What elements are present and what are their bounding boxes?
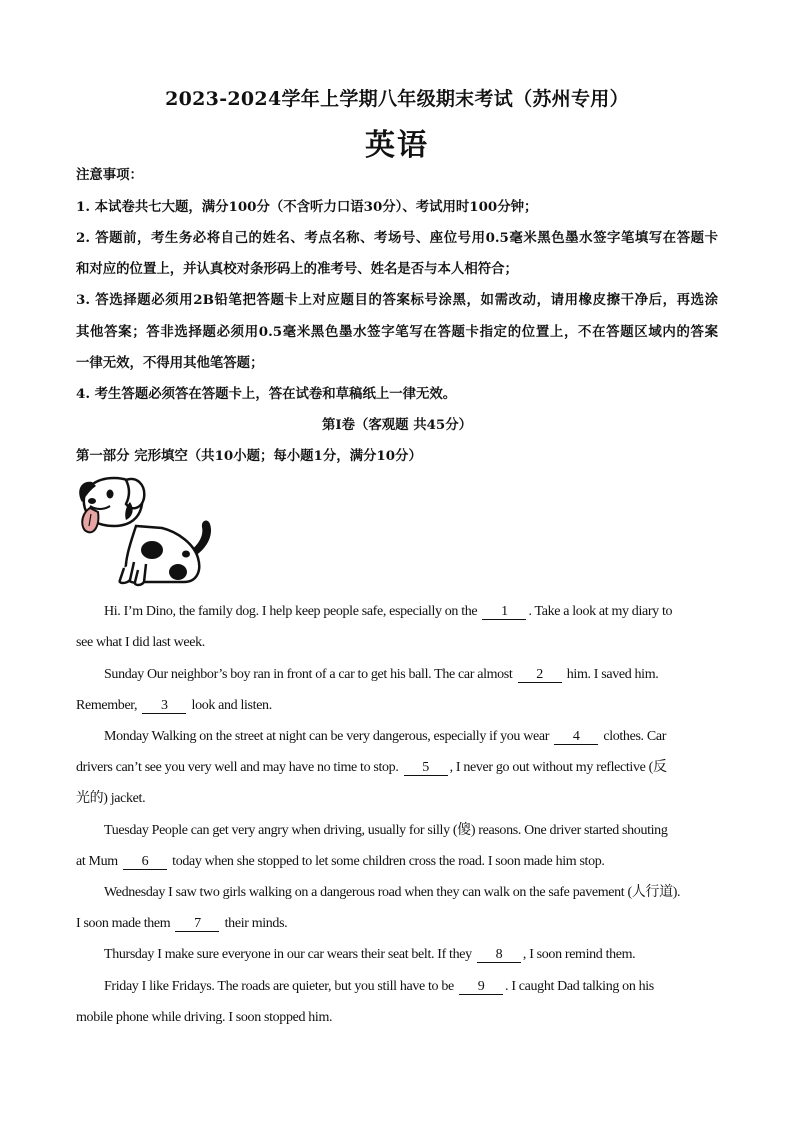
- passage-line-14: mobile phone while driving. I soon stopped him.: [76, 1010, 333, 1025]
- answer-blank-5: 5: [404, 760, 448, 776]
- passage-text: him. I saved him.: [563, 667, 659, 682]
- passage-line-6: [76, 758, 718, 778]
- passage-text: Sunday Our neighbor’s boy ran in front of a car to get his ball. The car almost: [104, 667, 516, 682]
- passage-line-3: [104, 665, 718, 685]
- subject-title: 英语: [365, 128, 429, 163]
- note-item-2-line-1: 2. 答题前，考生务必将自己的姓名、考点名称、考场号、座位号用0.5毫米黑色墨水签字笔填写在答题卡: [76, 230, 718, 246]
- answer-blank-8: 8: [477, 947, 521, 963]
- note-item-4: 4. 考生答题必须答在答题卡上，答在试卷和草稿纸上一律无效。: [76, 386, 457, 402]
- note-item-3-line-3: 一律无效，不得用其他笔答题；: [76, 355, 264, 371]
- passage-line-1: [104, 602, 718, 622]
- answer-blank-7: 7: [175, 916, 219, 932]
- dog-illustration: [74, 474, 228, 590]
- passage-text: , I soon remind them.: [522, 947, 636, 962]
- note-item-1: 1. 本试卷共七大题，满分100分（不含听力口语30分）、考试用时100分钟；: [76, 199, 538, 215]
- answer-blank-3: 3: [142, 698, 186, 714]
- passage-line-7: 光的) jacket.: [76, 791, 146, 806]
- passage-line-2: see what I did last week.: [76, 635, 205, 650]
- passage-text: , I never go out without my reflective (反: [449, 760, 667, 775]
- passage-text: Hi. I’m Dino, the family dog. I help keep people safe, especially on the: [104, 604, 481, 619]
- passage-line-11: [76, 914, 718, 934]
- exam-title: 2023-2024学年上学期八年级期末考试（苏州专用）: [165, 88, 629, 110]
- passage-line-8: Tuesday People can get very angry when driving, usually for silly (傻) reasons. One driver started shouting: [104, 823, 668, 838]
- passage-line-10: Wednesday I saw two girls walking on a dangerous road when they can walk on the safe pavement (人行道).: [104, 885, 681, 900]
- answer-blank-4: 4: [554, 729, 598, 745]
- passage-text: Remember,: [76, 698, 141, 713]
- answer-blank-6: 6: [123, 854, 167, 870]
- volume-heading: 第I卷（客观题 共45分）: [321, 417, 473, 433]
- passage-line-12: [104, 945, 718, 965]
- answer-blank-9: 9: [459, 979, 503, 995]
- passage-text: their minds.: [221, 916, 288, 931]
- passage-text: . Take a look at my diary to: [528, 604, 673, 619]
- answer-blank-2: 2: [518, 667, 562, 683]
- passage-text: Friday I like Fridays. The roads are quieter, but you still have to be: [104, 979, 458, 994]
- note-item-3-line-1: 3. 答选择题必须用2B铅笔把答题卡上对应题目的答案标号涂黑，如需改动，请用橡皮擦干净后，再选涂: [76, 292, 718, 308]
- passage-line-4: [76, 696, 718, 716]
- passage-text: look and listen.: [188, 698, 272, 713]
- part1-heading: 第一部分 完形填空（共10小题；每小题1分，满分10分）: [76, 448, 422, 464]
- passage-text: at Mum: [76, 854, 121, 869]
- note-item-3-line-2: 其他答案；答非选择题必须用0.5毫米黑色墨水签字笔写在答题卡指定的位置上，不在答题区域内的答案: [76, 324, 718, 340]
- passage-text: drivers can’t see you very well and may have no time to stop.: [76, 760, 402, 775]
- note-item-2-line-2: 和对应的位置上，并认真校对条形码上的准考号、姓名是否与本人相符合；: [76, 261, 518, 277]
- passage-text: I soon made them: [76, 916, 174, 931]
- passage-text: today when she stopped to let some children cross the road. I soon made him stop.: [169, 854, 605, 869]
- answer-blank-1: 1: [482, 604, 526, 620]
- passage-line-5: [104, 727, 718, 747]
- passage-text: clothes. Car: [600, 729, 667, 744]
- notes-heading: 注意事项：: [76, 167, 143, 183]
- passage-line-13: [104, 977, 718, 997]
- passage-text: . I caught Dad talking on his: [505, 979, 654, 994]
- passage-line-9: [76, 852, 718, 872]
- passage-text: Thursday I make sure everyone in our car wears their seat belt. If they: [104, 947, 475, 962]
- passage-text: Monday Walking on the street at night can be very dangerous, especially if you wear: [104, 729, 553, 744]
